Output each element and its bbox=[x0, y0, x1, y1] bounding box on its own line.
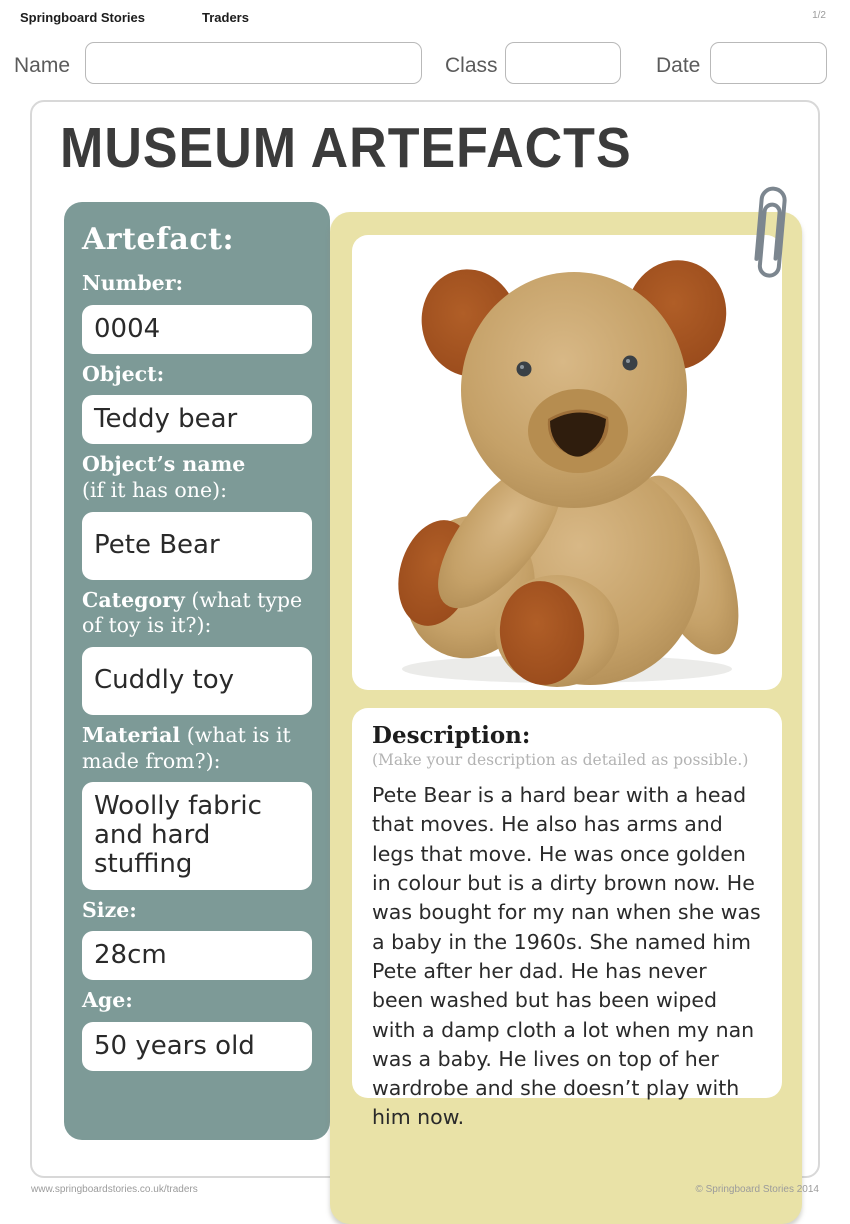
field-size-value[interactable]: 28cm bbox=[82, 931, 312, 980]
field-number-label: Number: bbox=[82, 271, 184, 295]
field-material-label: Material (what is it made from?): bbox=[82, 722, 291, 773]
name-input[interactable] bbox=[85, 42, 422, 84]
field-object-name-label: Object’s name (if it has one): bbox=[82, 452, 246, 503]
field-size-label: Size: bbox=[82, 897, 137, 922]
field-age bbox=[82, 988, 312, 1071]
document-header bbox=[0, 8, 850, 38]
topic-title: Traders bbox=[202, 10, 249, 25]
field-number bbox=[82, 271, 312, 354]
description-text[interactable]: Pete Bear is a hard bear with a head that moves. He also has arms and legs that move. He was once golden in colour but is a dirty brown now. He was bought for my nan when she was a baby in the 1960s. She named him Pete after her dad. He has never been washed but has been wiped with a damp cloth a lot when my nan was a baby. He lives on top of her wardrobe and she doesn’t play with him now. bbox=[372, 783, 761, 1130]
field-material-value[interactable]: Woolly fabric and hard stuffing bbox=[82, 782, 312, 889]
student-info-row bbox=[0, 42, 850, 88]
date-label: Date bbox=[656, 54, 701, 77]
teddy-bear-image bbox=[352, 235, 782, 690]
document-footer bbox=[0, 1184, 850, 1200]
class-input[interactable] bbox=[505, 42, 621, 84]
field-age-value[interactable]: 50 years old bbox=[82, 1022, 312, 1071]
field-category-label: Category (what type of toy is it?): bbox=[82, 587, 303, 638]
field-category bbox=[82, 588, 312, 715]
paperclip-icon bbox=[740, 178, 801, 282]
field-object-name-value[interactable]: Pete Bear bbox=[82, 512, 312, 580]
field-object bbox=[82, 362, 312, 445]
field-age-label: Age: bbox=[82, 988, 133, 1013]
name-label: Name bbox=[14, 54, 71, 77]
date-input[interactable] bbox=[710, 42, 827, 84]
description-hint: (Make your description as detailed as possible.) bbox=[372, 751, 749, 769]
field-object-label: Object: bbox=[82, 361, 165, 386]
artefact-card bbox=[330, 212, 802, 1224]
page-title: MUSEUM ARTEFACTS bbox=[60, 117, 632, 180]
footer-copyright: © Springboard Stories 2014 bbox=[695, 1184, 819, 1195]
footer-url: www.springboardstories.co.uk/traders bbox=[31, 1184, 198, 1195]
brand-name: Springboard Stories bbox=[20, 10, 145, 25]
class-label: Class bbox=[445, 54, 498, 77]
field-size bbox=[82, 898, 312, 981]
field-object-name bbox=[82, 452, 312, 579]
field-category-value[interactable]: Cuddly toy bbox=[82, 647, 312, 715]
sidebar-title: Artefact: bbox=[82, 222, 235, 257]
field-object-value[interactable]: Teddy bear bbox=[82, 395, 312, 444]
page-number: 1/2 bbox=[812, 10, 826, 21]
artefact-sidebar bbox=[64, 202, 330, 1140]
description-heading: Description: bbox=[372, 722, 531, 749]
worksheet-panel bbox=[30, 100, 820, 1178]
artefact-photo-frame bbox=[352, 235, 782, 690]
field-number-value[interactable]: 0004 bbox=[82, 305, 312, 354]
field-material bbox=[82, 723, 312, 890]
description-box bbox=[352, 708, 782, 1130]
